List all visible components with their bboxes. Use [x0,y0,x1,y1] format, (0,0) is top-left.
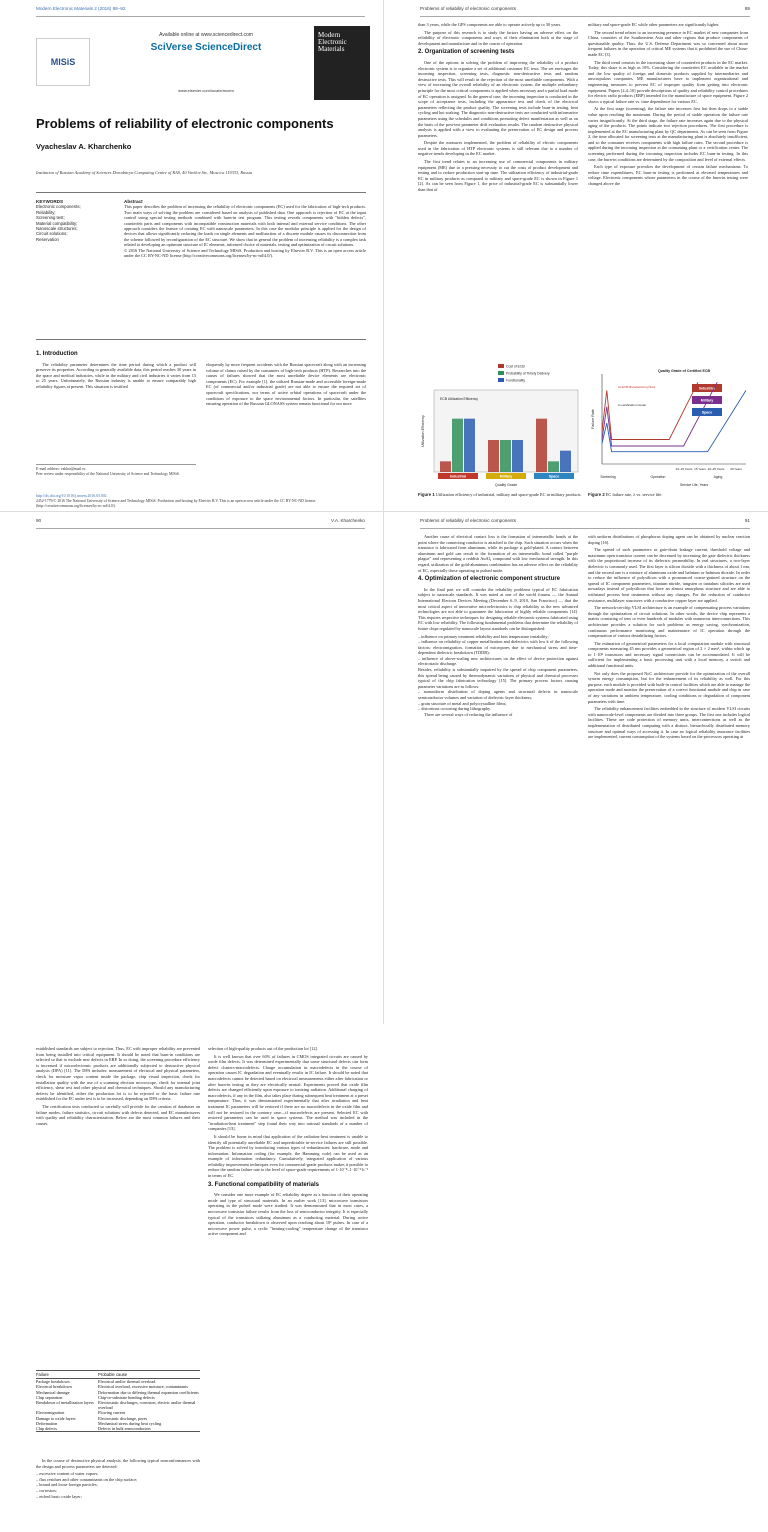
bullet-item: – flux residues and other contaminants on the chip surface; [36,1476,138,1482]
column-left [418,534,578,1020]
paragraph: In the final part we will consider the reliability problems typical of EC fabrication subject to nanoscale standards. It was noted at one of the world forums — the Annual International Electron Devices Meeting (December 6–9, 2010, San Francisco) — that the most critical aspect of innovative microelectronics is chip reliability as the new advanced technologies are not able to guarantee the fabrication of highly reliable components [14]. This requires respective techniques for designing reliable electronic systems fabricated using EC with low reliability. The following fundamental problems that determine the reliability of future chips regulated by nanoscale layout standards can be distinguished: [418,586,578,631]
table-row [36,1400,200,1410]
bar [500,440,511,472]
figure-1-label: Figure 1 [418,492,435,497]
cause-cell: Deformation due to differing thermal expansion coefficients [98,1389,199,1395]
running-title: Problems of reliability of electronic components [420,6,517,11]
keywords-list [36,199,112,242]
paragraph: The reliability parameter determines the time period during which a product will preserve its properties. According to generally available data, this period reaches 30 years in the space and medical industries, while in the military and civil industries it varies from 15 to 25 years. Unfortunately, the Russian industry is unable to ensure comparably high reliability figures at present. This situation is testified [36,361,196,389]
bullet-item: – grain structure of metal and polycrystalline films; [418,700,507,706]
paper-title: Problems of reliability of electronic components [36,116,334,131]
section-heading-optimization: 4. Optimization of electronic component structure [418,576,561,583]
legend-swatch [498,364,504,368]
footnote [36,464,196,477]
page-number: 91 [744,518,750,523]
paragraph: The first trend relates to an increasing use of commercial components in military equipment (ME) due to a pressing necessity to cut the costs of product development and testing and to reduce production start-up time. The utilization efficiency of industrial-grade EC in military products as compared to military and space-grade EC is shown in Figure 1 [2]. As can be seen from Figure 1, the price of industrial-grade EC is substantially lower than that of [418,159,578,193]
publisher-banner [36,24,366,104]
legend-entry: Functionality [506,378,526,383]
email-address[interactable]: E-mail address: vakhar@mail.ru [36,467,86,471]
journal-citation: Modern Electronic Materials 2 (2016) 88–92 [36,6,126,11]
running-header [36,518,365,529]
paragraph: Another cause of electrical contact loss is the formation of intermetallic bonds at the point where the connecting conductor is attached to the chip. Such situation occurs when the transistor is fabricated from aluminum, while its package is gold-plated. A contact between aluminum and gold can result in the formation of an intermetallic bond called "purple plague" and representing a reddish AuAl₂ compound with low mechanical strength. In this regard, utilization of the gold-aluminum combination has an adverse effect on the reliability of EC, especially those operating in pulsed mode. [418,534,578,573]
cause-cell: Flowing current [98,1410,125,1416]
bullet-item: – nonuniform distribution of doping agents and structural defects in nanoscale semiconductor volumes and variation of dielectric layer thickness; [418,689,578,701]
cause-cell: Mechanical stress during heat cycling [98,1420,162,1426]
paragraph: It is well known that over 60% of failures in CMOS integrated circuits are caused by oxide film defects. It was determined experimentally that some structural defects can form defect clusters-macrodefects. Charge accumulation in macrodefects in the course of operation causes IC degradation and eventually results in IC failure. It should be noted that macrodefects cannot be detected based on electrical measurements either after fabrication or after burn-in testing as they are electrically neutral. Experiments proved that oxide film defects are changed efficiently upon exposure to ionizing radiation. Additional charging of macrodefects, if any in the film, also takes place during subsequent heat treatment at a preset temperature. Thus, it was demonstrated experimentally that after irradiation and heat treatment IC parameters will be restored if there are no macrodefects in the oxide film and will not be restored in the contrary case—if macrodefects are present. Selected EC with restored parameters can be used in space systems. The method was included in the "irradiation-heat treatment" step found their way into rational standards of a number of companies [13]. [208,1053,368,1132]
intro-column-right [206,362,366,490]
keyword: Circuit solutions; [36,231,68,237]
column-right [208,1046,368,1532]
column-left-top [36,1046,200,1366]
bar [548,461,559,472]
keyword: Screening test; [36,215,65,221]
figure-1-caption-text: Utilization efficiency of industrial, military and space-grade EC in military products. [435,492,582,497]
paper-author: Vyacheslav A. Kharchenko [36,142,132,151]
category-label: Space [548,474,560,479]
page-3 [0,512,384,1499]
peer-review-note: Peer review under responsibility of the National University of Science and Technology MISiS. [36,472,180,476]
page-4 [384,512,768,1024]
column-left [418,22,578,354]
keyword: Reservation [36,236,59,242]
paragraph: The certification tests conducted so carefully will provide for the creation of databases on failure modes, failure statistics, circuit solutions with defects detected, and EC manufacturers with quality and reliability characterization. Below are the most common failures and their causes. [36,1103,200,1126]
paragraph: than 3 years, while the GPS components are able to operate actively up to 30 years. [418,22,562,27]
paragraph: The second trend relates to an increasing presence in EC market of new companies from China, countries of the Southeastern Asia and other regions that produce components of questionable quality. Thus, the U.S. Defense Department was so concerned about more frequent failures in the operation of critical ME systems that it prohibited the use of China-made EC [3]. [588,29,748,57]
y-axis-label: Failure Rate [591,409,595,429]
failure-cell: Chip separation [36,1394,63,1400]
running-header [420,518,750,529]
abstract-body: This paper describes the problem of increasing the reliability of electronic components (EC) used for the fabrication of high-tech products. Two main ways of solving the problem are considered based on analysis of published data. One approach is rejection of EC at the input control using special testing methods combined with burn-in test program. This testing reveals components with "hidden defects", counterfeit parts and components with incompatible construction materials with both internal and external service conditions. The other approach considers the feature of creating EC with nanoscale parameters. In this case the modular principle is applied for the design of devices that allows significantly reducing the loads on single elements and malfunction of a discrete module causes its disconnection from the scheme followed by reconfiguration of the EC structure. We show that in general the problem of increasing reliability is a complex task related to developing an optimum structure of IC elements, informed choice of materials, testing and optimization of circuit solutions. [124,204,366,248]
bar [488,440,499,472]
paragraph: The spread of such parameters as gate-drain leakage current, threshold voltage and maximum open transistor current can be decreased by increasing the gate dielectric thickness with the proportional increase of its dielectric permeability. In real structures, a two-layer dielectric is commonly used. The first layer is silicon dioxide with a thickness of about 1 nm, and the second one is a mixture of aluminum oxide and hafnium or hafnium dioxide. In order to reduce the influence of polysilicon with a pronounced coarse-grained structure on the spread of IC component parameters, titanium nitride, tungsten or tantalum silicides are used nowadays instead of polysilicon that have an almost amorphous structure and are able to withstand process heat treatments without any changes. For the reduction of conductor resistance, multilayer structures with a conductive copper layer are applied. [588,547,750,603]
failure-cell: Breakdown of metallization layers [36,1400,94,1406]
stage-label: Operation [650,475,666,479]
bullet-item: – excessive content of water vapors; [36,1471,99,1477]
table-row [36,1384,200,1389]
bullet-item: – influence on primary treatment reliability and bias temperature instability; [418,633,549,639]
page-2 [384,0,768,512]
figure-2-caption [588,492,750,497]
misis-logo: MISiS [36,38,90,86]
page-number: 89 [744,6,750,11]
paragraph: One of the options in solving the problem of improving the reliability of a product electronic system is to organize a set of additional customer EC tests. The set envisages the incoming inspection, screening tests, diagnostic non-destructive tests and random destructive tests. This will result in the rejection of the most unreliable components. With a view of increasing the overall reliability of an electronic system, the multiple redundancy principle for the most critical components is applied when necessary and a partial load mode of EC operation is assigned. In the general case, the incoming inspection is conducted in the scope of acceptance tests, including the appearance test and check of the electrical parameters reflecting the product quality. The screening tests include burn-in testing, heat cycling and hot soaking. The diagnostic non-destructive tests are conducted with informative parameters using the schedules and conditions promoting defect manifestation as well as on the basis of the post-test parameter drift evaluation results. The random destructive physical analysis is applied with a view to evaluating the preservation of EC design and process parameters. [418,59,578,138]
failure-cell: Chip defects [36,1426,98,1432]
abstract-text [124,199,366,258]
section-heading-introduction: 1. Introduction [36,351,78,357]
paragraph: It should be borne in mind that application of the radiation-heat treatment is unable to identify all potentially unreliable EC and unpredictable in-service failures are still possible. The problem is solved by introducing various types of redundancies: hardware, mode and information. Information coding (for example, the Hamming code) can be used as an example of information redundancy. Cumulatively, integrated application of various reliability improvement techniques even for commercial-grade products makes it possible to reduce the random failure rate to the level of space-grade requirements of 1·10⁻⁸–1·10⁻⁹ h⁻¹ in terms of EC. [208,1133,368,1179]
stage-label: Aging [713,475,723,479]
keyword: Reliability; [36,209,56,215]
stage-label: Screening [600,475,616,479]
paragraph: We consider one more example of EC reliability degree as a function of their operating mode and type of structural materials. In an earlier work [13], microwave transistors operating in the pulsed mode were studied. It was demonstrated that in most cases, a microwave transistor failure results from the loss of semiconductor integrity. It is especially typical of the transistors utilizing aluminum as a conducting material. During active operation, conductor breakdown is observed upon reaching about 10⁶ pulses. In case of a microwave power pulse, a cyclic "heating-cooling" temperature change of the transistor active component and [208,1192,368,1237]
bullet-item: – influence on reliability of copper metallization and dielectrics with low k of the following factors: electromigration, formation of micropores due to mechanical stress and time-dependent dielectric breakdown (TDDB); [418,639,578,656]
table-header-row [36,1371,200,1379]
column-right [588,534,750,1020]
doi-block [36,494,366,509]
paragraph: Each type of exposure provokes the development of certain failure mechanisms. To reduce time expenditures, EC burn-in testing is performed at elevated temperatures and voltage. Electronic components whose parameters in the course of the burn-in testing were changed above the [588,164,748,187]
failure-cell: Electromigration [36,1410,65,1416]
failure-cell: Electrical breakdown [36,1384,72,1390]
chart-title: Quality Grade of Certified ECB [657,369,711,373]
bar [560,451,571,472]
bullet-item: – influence of above-scaling new architectures on the effect of device protection against electrostatic discharge. [418,655,578,667]
x-axis-label: Quality Grade [494,483,518,487]
paragraph: At the first stage (screening), the failure rate increases first but then drops to a stable value upon reaching the maximum. During the period of stable operation the failure rate varies insignificantly. At the third stage, the failure rate increases again due to the physical aging of the products. The points indicate two rejection procedures. The first procedure is implemented at the EC manufacturing plant by QC departments. As can be seen from Figure 2, the time allocated for screening tests at the manufacturing plant is absolutely insufficient, and so the consumer receives components with high failure rates. The second procedure is applied during the incoming inspection at the consuming plant or a certification center. The screening performed during the incoming inspection includes EC burn-in testing. In this case, the burn-in conditions are determined by the composition and level of external effects. [588,106,748,162]
paragraph: established standards are subject to rejection. Thus, EC with improper reliability are prevented from being installed into critical equipment. It should be noted that burn-in conditions are selected so that to exclude new defects in ERP. In so doing, the screening procedure efficiency is increased if microelectronic products are additionally subjected to destructive physical analysis (DPA) [11]. The DPA includes: measurement of electrical and physical parameters, check for moisture vapor content inside the package, chip visual inspection, check for installation quality with the use of a scanning electron microscope, check for internal joint efficiency, shear test and other physical and chemical techniques. Should any manufacturing defects be identified, either the production lot is to be rejected or the basic failure rate established for the EC under test is to be increased, depending on DPA criteria. [36,1046,200,1102]
column-right [588,22,748,354]
legend-entry: Cost of ECB [506,364,525,369]
paragraph: military and space-grade EC while other parameters are significantly higher. [588,22,720,27]
paragraph: eloquently by more frequent accidents with the Russian spacecraft along with an increasing volume of claims raised by the consumers of high-tech products (HTP). Researches into the causes of failures showed that the most unreliable device elements are electronic components (EC). For example [1], the utilized Russian-made and accessible foreign-made EC (of commercial and/or industrial grade) are not able to ensure the required set of spacecraft specifications, nor terms of active orbital operations of spacecraft under the conditions of exposure to the space environmental factors. In particular, the satellites ensuring operation of the Russian GLONASS system remain functional for not more [206,362,366,407]
x-tick-label: 10–15 Years [675,467,693,471]
failure-cell: Mechanical damage [36,1389,70,1395]
running-author: V.A. Kharchenko [330,518,365,523]
cause-cell: Electrostatic discharge, pores [98,1415,148,1421]
paragraph: There are several ways of reducing the influence of [424,711,513,717]
journal-cover: Modern Electronic Materials [314,26,370,100]
series-line [602,390,746,451]
paragraph: The purpose of this research is to study the factors having an adverse effect on the reliability of electronic components and ways of their elimination both at the stage of development and manufacture and in the course of operation. [418,29,578,46]
category-label: Military [499,474,513,479]
bar [452,419,463,472]
cause-cell: Electrical overload, excessive moisture, contaminants [98,1384,188,1390]
annotation-label: In certification Center [618,403,647,407]
keyword: Electronic components; [36,204,81,210]
paragraph: selection of high-quality products out of the production lot [12]. [208,1046,319,1051]
annotation-label: ECB Utilization Efficiency [440,397,479,401]
journal-homepage[interactable]: www.elsevier.com/locate/moem [178,88,234,93]
cause-cell: Chip-to-substrate bonding defects [98,1394,155,1400]
figure-2-chart [588,360,750,490]
abstract-block [36,192,366,340]
keyword: Material compatibility; [36,220,78,226]
paragraph: with uniform distributions of phosphorus doping agent can be obtained by nuclear reaction doping [16]. [588,534,750,545]
table-header-cell: Failure [36,1371,98,1379]
bullet-item: – etched basic oxide layer; [36,1493,82,1499]
column-left-bottom [36,1458,200,1532]
keywords-heading: KEYWORDS [36,199,64,204]
y-axis-label: Utilization Efficiency [421,415,425,447]
abstract-heading: Abstract [124,199,143,204]
category-label: Industrial [449,474,467,479]
available-online-text: Available online at www.sciencedirect.com [159,32,253,38]
legend-entry: Probability of Timely Delivery [506,371,550,376]
table-header-cell: Probable cause [98,1371,200,1379]
series-label: Industrial [698,386,716,391]
running-header [36,6,365,17]
paragraph: In the course of destructive physical analysis, the following typical nonconformances with the design and process parameters are detected: [36,1458,200,1469]
x-tick-label: 20–25 Years [707,467,725,471]
series-label: Military [700,398,714,403]
paragraph: The third trend consists in the increasing share of counterfeit products in the EC market. Today, this share is as high as 10%. Considering the counterfeit EC available in the market and the low quality of foreign and domestic products supplied by intermediaries and unscrupulous companies, ME manufacturers have to implement organizational and engineering measures to prevent EC of improper quality from getting into electronic equipment. Papers [2,4–10] provide descriptions of quality and reliability control procedures for electric radio products (ERP) intended for the manufacture of space equipment. Figure 2 shows a typical failure rate vs. time dependence for various EC. [588,59,748,104]
bullet-item: Besides, reliability is substantially impaired by the spread of chip component parameters, this spread being caused by thermodynamic variations of physical and chemical processes typical of the chip fabrication technology [15]. The primary process factors causing parameter variations are as follows: [418,667,578,689]
table-row [36,1426,200,1432]
sciverse-logo-text: SciVerse ScienceDirect [150,42,262,53]
figure-1-chart [418,360,584,490]
failure-cell: Damage to oxide layers [36,1415,76,1421]
legend-swatch [498,378,504,382]
annotation-label: At ECB Manufacturing Plant [618,385,656,389]
paragraph: The network-on-chip VLSI architecture is an example of compensating process variations through the optimization of circuit solutions. In other words, the device chip represents a matrix consisting of tens or even hundreds of modules with numerous interconnections. This architecture provides a solution for such problems as energy saving, synchronization, continuous performance monitoring and maintenance of IC operation through the compensation of various destabilizing factors. [588,605,750,639]
figure-2-label: Figure 2 [588,492,605,497]
section-heading-materials: 3. Functional compatibility of materials [208,1181,320,1188]
bar [536,419,547,472]
cause-cell: Electrostatic discharges, corrosion, electric and/or thermal overload [98,1400,196,1411]
series-label: Space [701,410,713,415]
x-tick-label: 15 Years [694,467,706,471]
figure-2-caption-text: EC failure rate, λ vs. service life. [605,492,663,497]
intro-column-left [36,348,196,462]
x-tick-label: 30 Years [730,467,742,471]
bullet-item: – corrosion; [36,1487,57,1493]
failure-cell: Package breakdown [36,1379,70,1385]
figure-1-caption [418,492,584,497]
copyright-line: © 2016 The National University of Science and Technology MISiS. Production and hosting by Elsevier B.V. This is an open access article under the CC BY-NC-ND license (http://creativecommons.org/licenses/by-nc-nd/4.0/). [124,247,366,259]
bar [464,419,475,472]
page-number: 90 [36,518,42,523]
cause-cell: Electrical and/or thermal overload [98,1379,156,1385]
x-axis-label: Service Life, Years [679,483,709,487]
paragraph: Not only does the proposed NoC architecture provide for the optimization of the overall system energy consumption, but for the enhancement of its reliability as well. For this purpose, each module is provided with built-in control facilities which are able to manage the operation mode and monitor the preservation of a correct functional module and chip in case of any variations in ambient temperature, cooling conditions or degradation of component parameters with time. [588,670,750,704]
series-line [602,382,698,439]
running-title: Problems of reliability of electronic components [420,518,517,523]
bullet-item: – bound and loose foreign particles; [36,1482,98,1488]
paragraph: Despite the measures implemented, the problem of reliability of electric components used in the fabrication of HTP electronic systems is still relevant due to a number of negative trends developing in the EC market. [418,140,578,157]
paragraph: The estimation of geometrical parameters for a local computation module with structural components measuring 45 nm provides a geometrical region of 2 × 2 mm², within which up to 1·10⁸ transistors and necessary signal connections can be accommodated. It will be sufficient for implementing a basic processing unit with a local memory, a switch and additional functional units. [588,640,750,669]
bullet-item: – distortions occurring during lithography. [418,706,491,712]
running-header [420,6,750,17]
bar [512,440,523,472]
keyword: Nanoscale structures; [36,226,78,232]
paragraph: The reliability enhancement facilities embedded in the structure of modern VLSI circuits with nanoscale-level components are divided into three groups. The first one includes logical facilities. These are code protection of memory units, interconnections as well as the implementation of distributed computing with a distinct, hierarchically distributed memory structure and optimal ways of accessing it. In case no logical reliability assurance facilities are implemented, current consumption of the systems based on the processors operating at [588,706,750,740]
failure-cause-table [36,1370,200,1432]
section-heading-screening: 2. Organization of screening tests [418,49,515,56]
author-affiliation: Institution of Russian Academy of Sciences Dorodnicyn Computing Centre of RAS, 40 Vavilov Str., Moscow 119333, Russia [36,170,253,175]
doi-link[interactable]: http://dx.doi.org/10.1016/j.moem.2016.03.002 [36,494,107,498]
cause-cell: Defects in bulk semiconductors [98,1426,200,1432]
page-1 [0,0,384,512]
legend-swatch [498,371,504,375]
issn-line: 2452-1779/© 2016 The National University of Science and Technology MISiS. Production and hosting by Elsevier B.V. This is an open access article under the CC BY-NC-ND license (http://creativecommons.org/licenses/by-nc-nd/4.0/). [36,499,316,508]
bar [440,461,451,472]
failure-cell: Deformation [36,1420,58,1426]
